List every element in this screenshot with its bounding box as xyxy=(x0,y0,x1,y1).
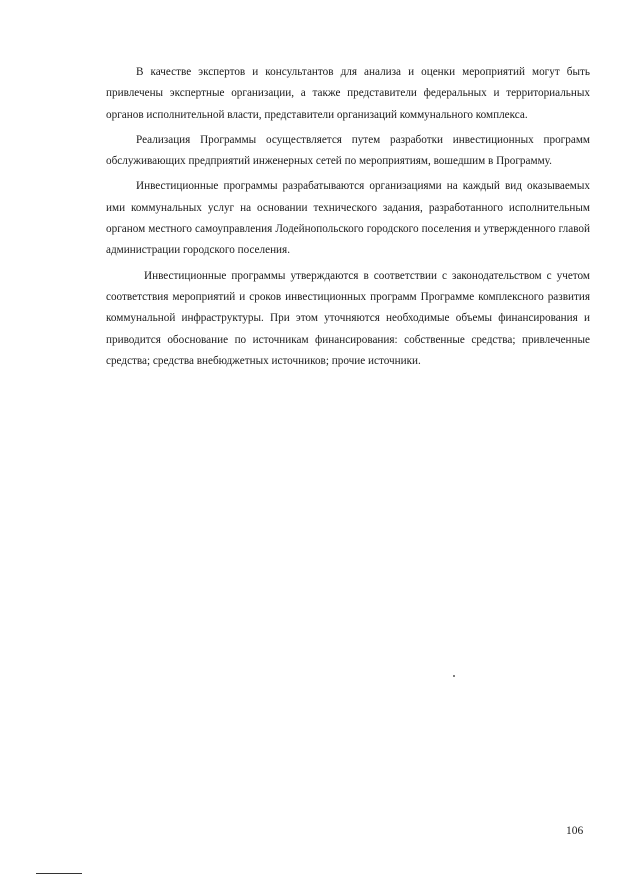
paragraph-investment-approval: Инвестиционные программы утверждаются в соответствии с законодательством с учетом соответствия мероприятий и сроков инвестиционных программ Программе комплексного развития коммунальной инфраструктуры. При этом уточняются необходимые объемы финансирования и приводится обоснование по источникам финансирования: собственные средства; привлеченные средства; средства внебюджетных источников; прочие источники. xyxy=(106,269,590,367)
paragraph-investment-development: Инвестиционные программы разрабатываются организациями на каждый вид оказываемых ими коммунальных услуг на основании технического задания, разработанного исполнительным органом местного самоуправления Лодейнопольского городского поселения и утвержденного главой администрации городского поселения. xyxy=(106,180,590,257)
page-number: 106 xyxy=(566,825,584,837)
body-text xyxy=(106,62,590,376)
footnote-rule xyxy=(36,873,82,874)
scan-speck xyxy=(453,675,455,677)
paragraph-experts: В качестве экспертов и консультантов для анализа и оценки мероприятий могут быть привлечены экспертные организации, а также представители федеральных и территориальных органов исполнительной власти, представители организаций коммунального комплекса. xyxy=(106,66,590,121)
paragraph-implementation: Реализация Программы осуществляется путем разработки инвестиционных программ обслуживающих предприятий инженерных сетей по мероприятиям, вошедшим в Программу. xyxy=(106,133,590,168)
